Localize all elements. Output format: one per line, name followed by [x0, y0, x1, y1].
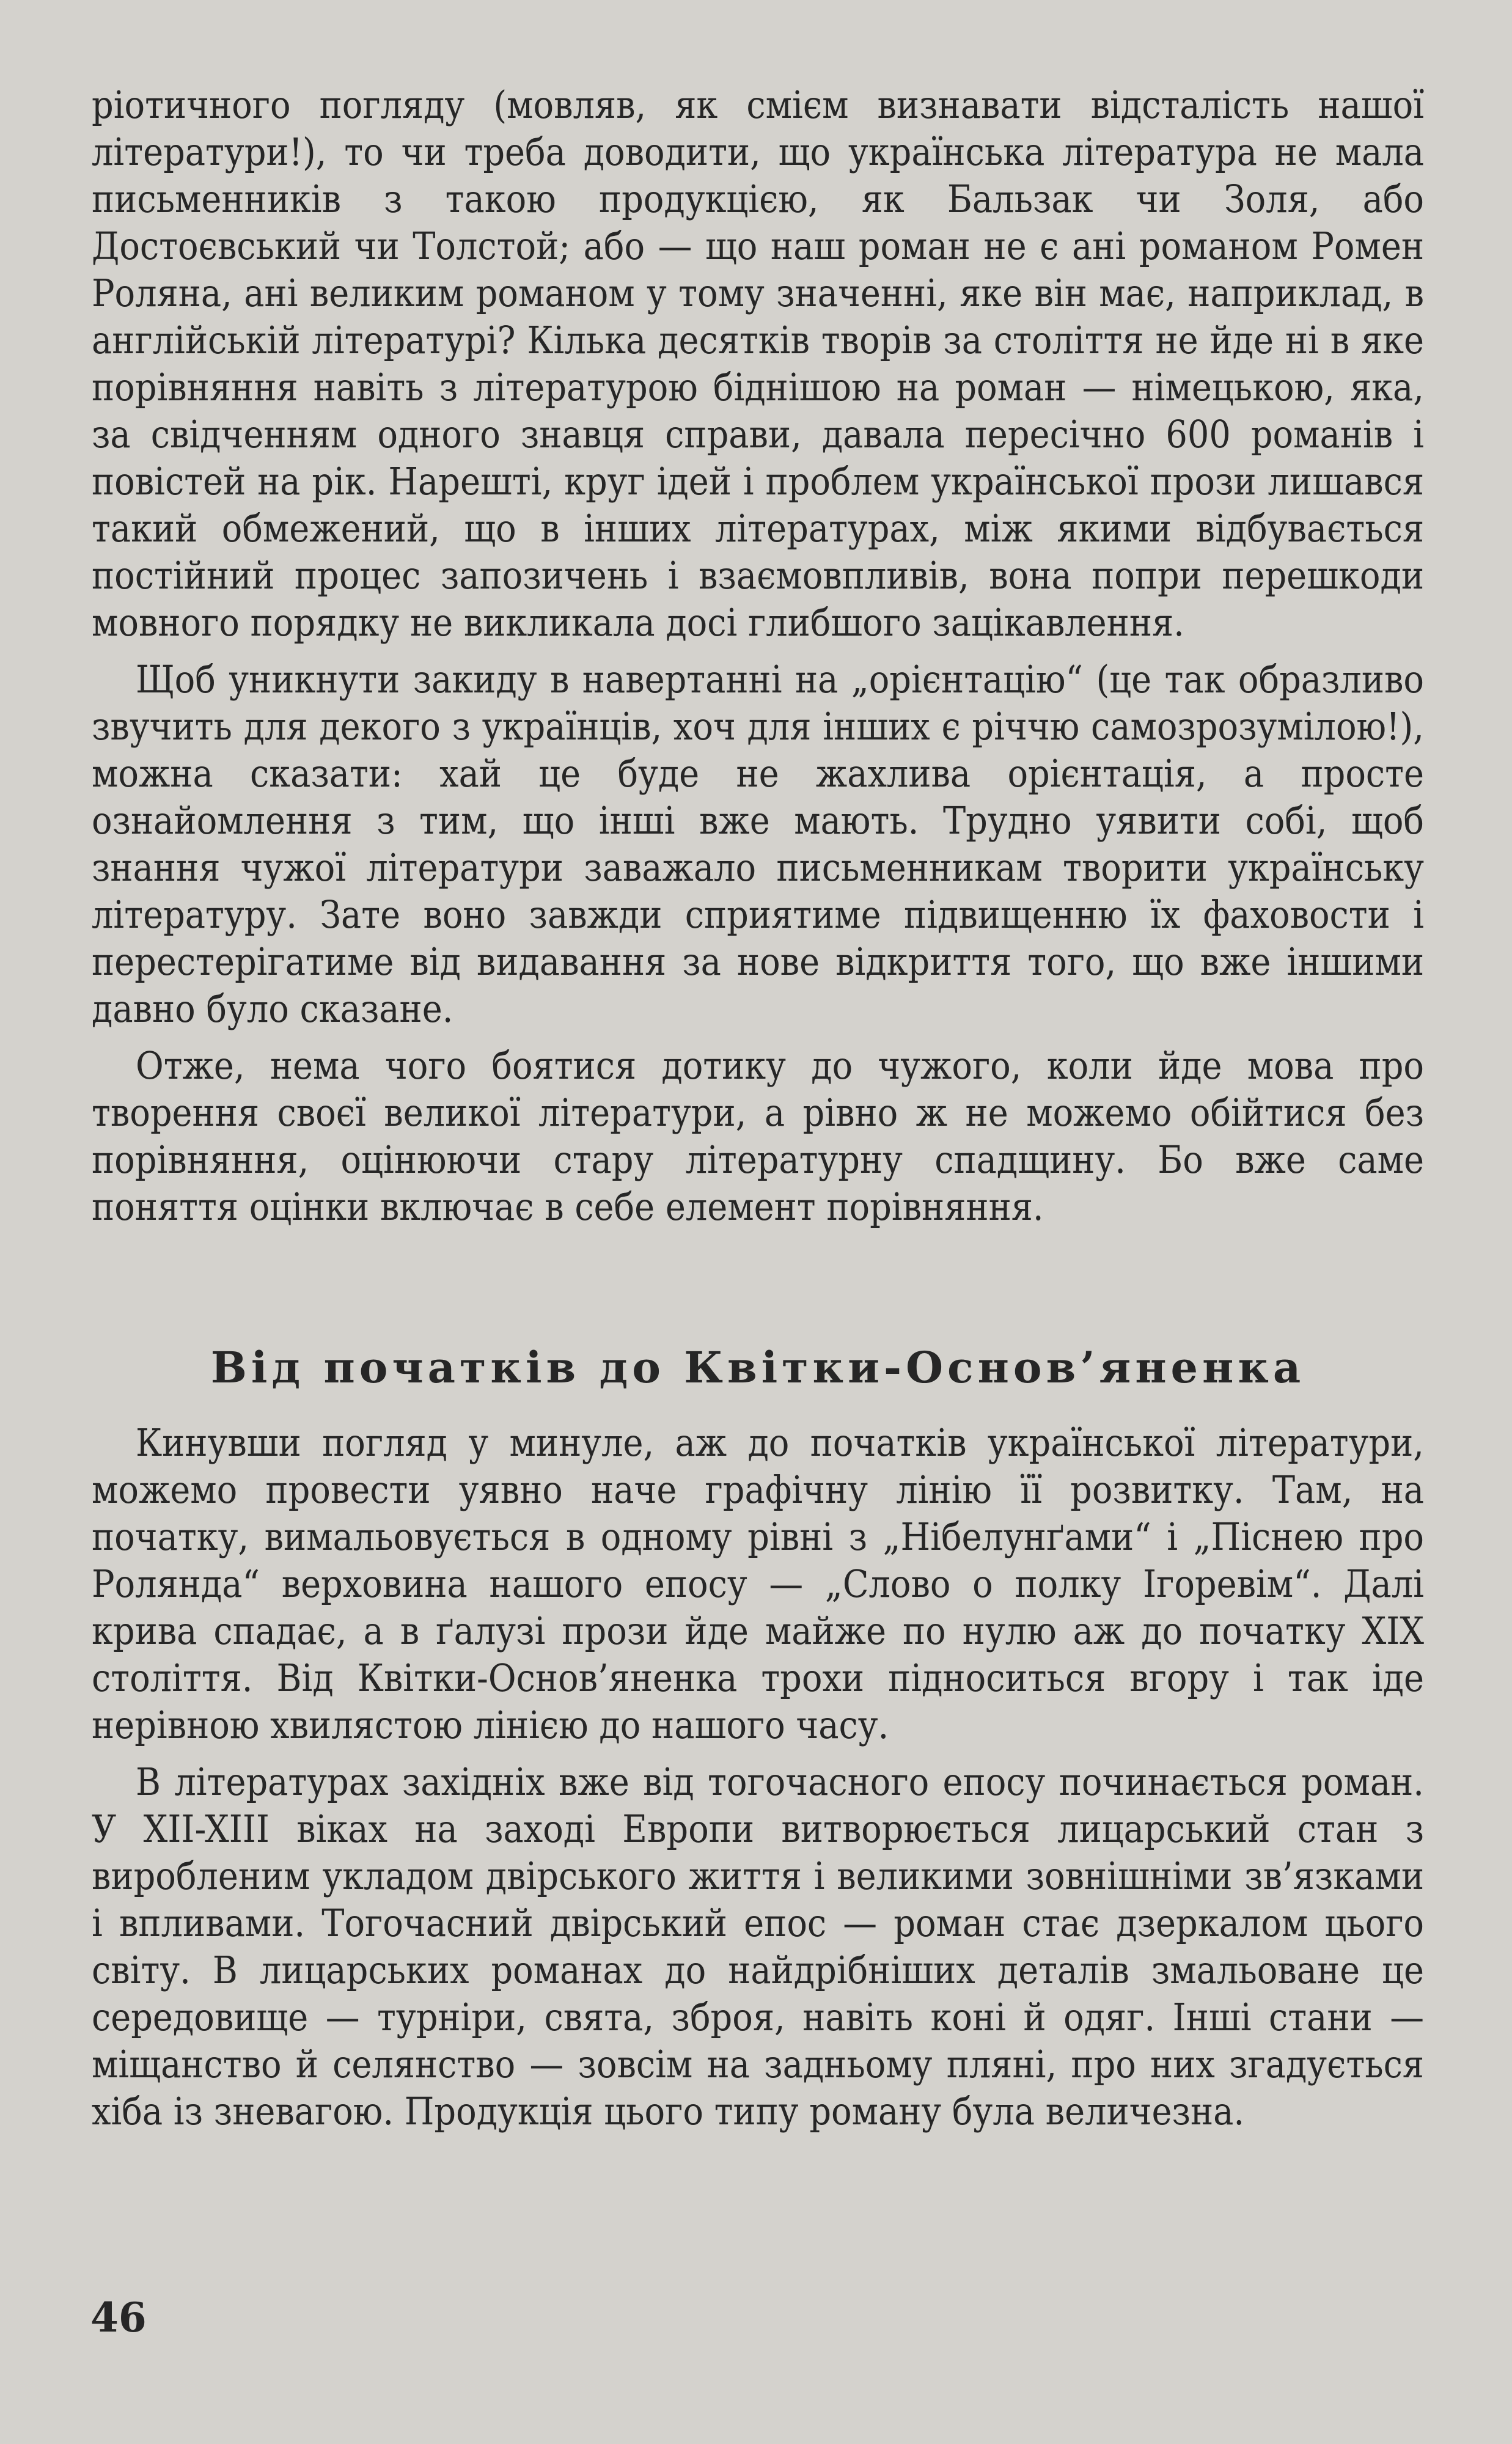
text-section-top: [92, 81, 1424, 1230]
paragraph-continuation: ріотичного погляду (мовляв, як смієм визнавати відсталість нашої літератури!), то чи треба доводити, що українська література не мала письменників з такою продукцією, як Бальзак чи Золя, або Достоєвський чи Толстой; або — що наш роман не є ані романом Ромен Роляна, ані великим романом у тому значенні, яке він має, наприклад, в англійській літературі? Кілька десятків творів за століття не йде ні в яке порівняння навіть з літературою біднішою на роман — німецькою, яка, за свідченням одного знавця справи, давала пересічно 600 романів і повістей на рік. Нарешті, круг ідей і проблем української прози лишався такий обмежений, що в інших літературах, між якими відбувається постійний процес запозичень і взаємовпливів, вона попри перешкоди мовного порядку не викликала досі глибшого зацікавлення.: [92, 83, 1424, 645]
paragraph-western-romance: В літературах західніх вже від тогочасного епосу починається роман. У XII-XIII віках на заході Европи витворюється лицарський стан з виробленим укладом двірського життя і великими зовнішніми зв’язками і впливами. Тогочасний двірський епос — роман стає дзеркалом цього світу. В лицарських романах до найдрібніших деталів змальоване це середовище — турніри, свята, зброя, навіть коні й одяг. Інші стани — міщанство й селянство — зовсім на задньому пляні, про них згадується хіба із зневагою. Продукція цього типу роману була величезна.: [92, 1760, 1424, 2134]
paragraph-orientation: Щоб уникнути закиду в навертанні на „орієнтацію“ (це так образливо звучить для декого з українців, хоч для інших є річчю самозрозумілою!), можна сказати: хай це буде не жахлива орієнтація, а просте ознайомлення з тим, що інші вже мають. Трудно уявити собі, щоб знання чужої літератури заважало письменникам творити українську літературу. Зате воно завжди сприятиме підвищенню їх фаховости і перестерігатиме від видавання за нове відкриття того, що вже іншими давно було сказане.: [92, 657, 1424, 1031]
page-number: 46: [90, 2294, 147, 2341]
section-heading: Від початків до Квітки-Основ’яненка: [210, 1342, 1305, 1393]
paragraph-history-line: Кинувши погляд у минуле, аж до початків української літератури, можемо провести уявно наче графічну лінію її розвитку. Там, на початку, вимальовується в одному рівні з „Нібелунґами“ і „Піснею про Ролянда“ верховина нашого епосу — „Слово о полку Ігоревім“. Далі крива спадає, а в ґалузі прози йде майже по нулю аж до початку XIX століття. Від Квітки-Основ’яненка трохи підноситься вгору і так іде нерівною хвилястою лінією до нашого часу.: [92, 1420, 1424, 1747]
text-section-bottom: [92, 1419, 1424, 2135]
paragraph-comparison: Отже, нема чого боятися дотику до чужого, коли йде мова про творення своєї великої літератури, а рівно ж не можемо обійтися без порівняння, оцінюючи стару літературну спадщину. Бо вже саме поняття оцінки включає в себе елемент порівняння.: [92, 1043, 1424, 1229]
